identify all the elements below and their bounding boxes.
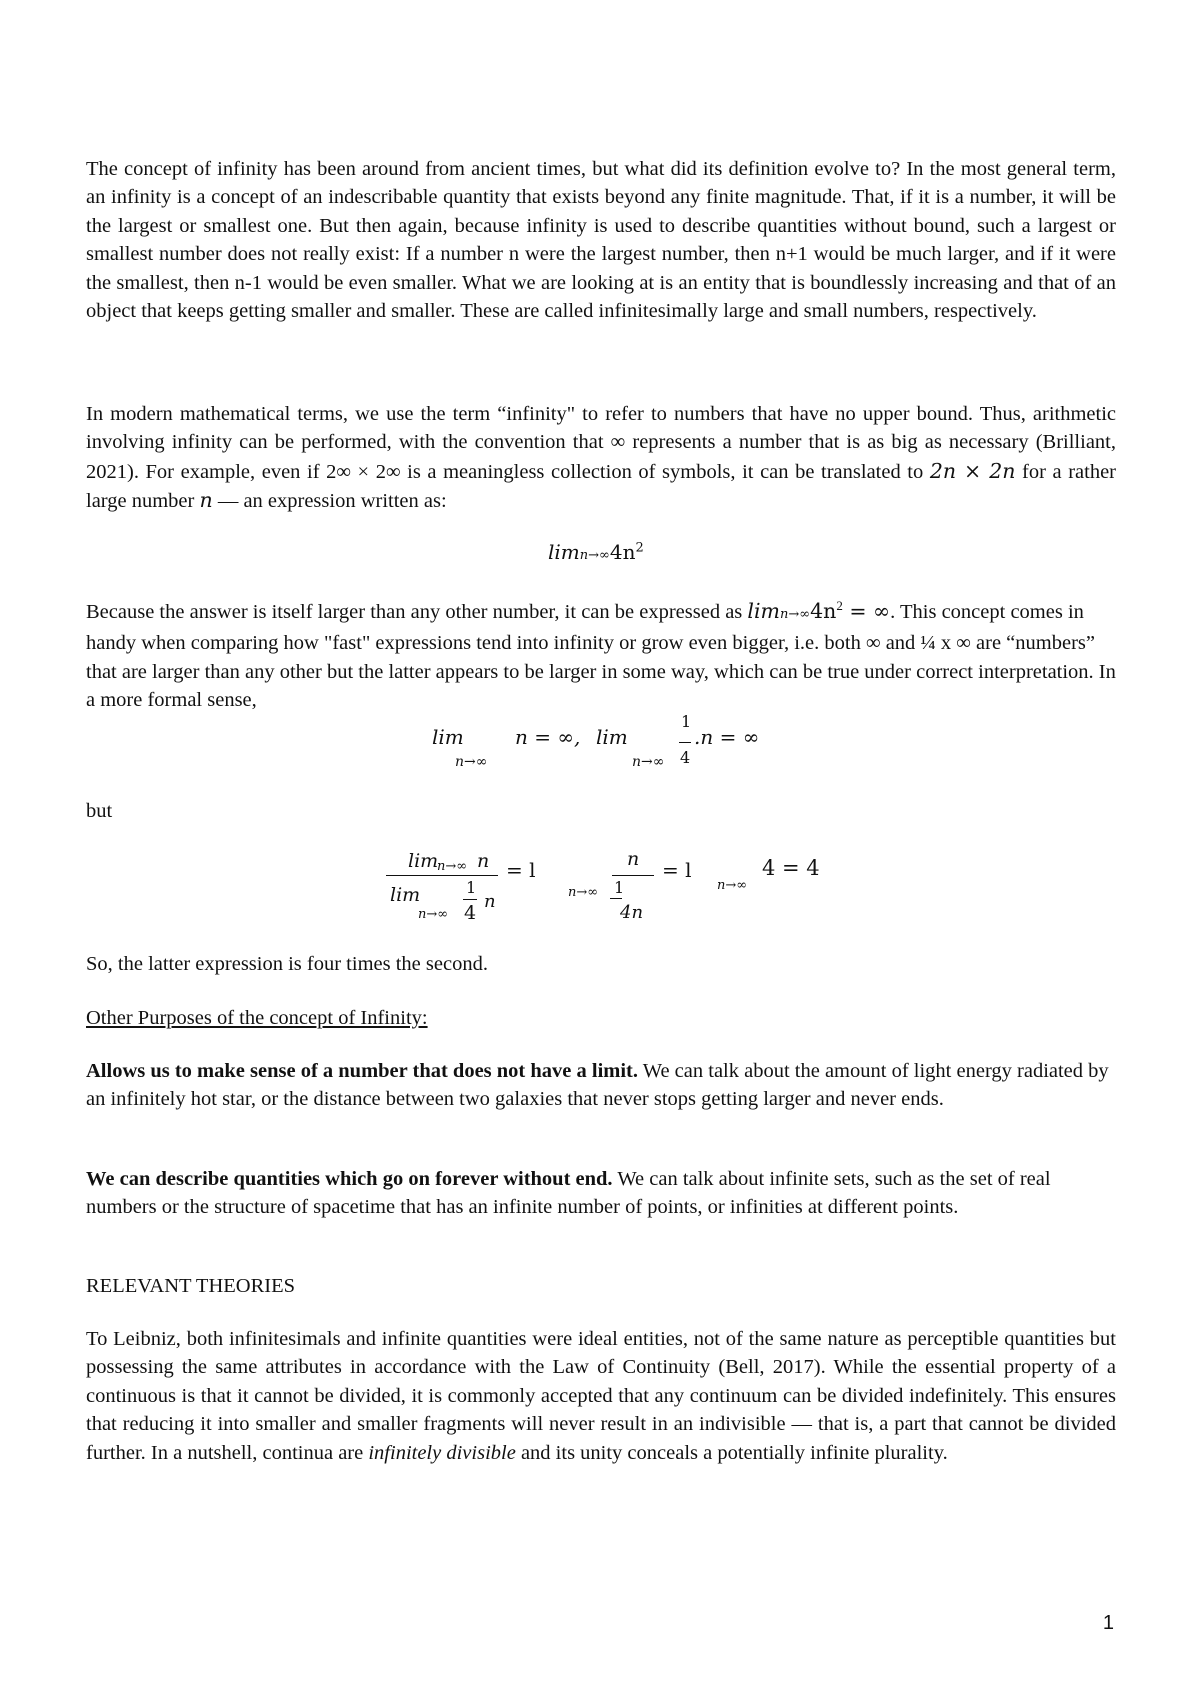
eq3-num-lim: lim (408, 850, 439, 872)
eq3-last-sub: n→∞ (717, 878, 748, 893)
para3-text-a: Because the answer is itself larger than any other number, it can be expressed as (86, 600, 748, 623)
para3-sup: 2 (836, 598, 843, 613)
page-number: 1 (1102, 1612, 1114, 1634)
para3-equals-infinity: = ∞ (842, 598, 891, 623)
leibniz-text-b: and its unity conceals a potentially infinite plurality. (515, 1441, 948, 1464)
para3-lim-sub: n→∞ (779, 606, 811, 622)
section-heading-theories: RELEVANT THEORIES (86, 1275, 295, 1297)
eq3-den-sub: n→∞ (418, 907, 449, 922)
leibniz-italic-term: infinitely divisible (368, 1441, 516, 1464)
para2-text-b: for a rather large number (86, 460, 1117, 513)
eq3-mid-den: 4n (620, 902, 644, 923)
eq3-den-lim: lim (390, 884, 421, 906)
eq3-num-body: n (477, 850, 490, 872)
eq3-equals-a: = l (506, 858, 536, 882)
purpose-limit-text: We can talk about the amount of light energy radiated by an infinitely hot star, or the distance between two galaxies that never stops getting larger and never ends. (86, 1060, 1109, 1111)
conclusion-sentence: So, the latter expression is four times the second. (86, 953, 488, 975)
purpose-paragraph-forever (86, 1165, 1116, 1222)
eq2-fraction-bar (679, 742, 691, 743)
eq1-sub: n→∞ (579, 548, 610, 563)
but-label: but (86, 800, 113, 822)
para2-math-n: n (199, 488, 213, 513)
modern-terms-paragraph (86, 400, 1116, 516)
eq1-body: 4n (609, 540, 636, 564)
para2-math-expression: 2n × 2n (929, 458, 1016, 483)
eq2-body2: .n = ∞ (694, 725, 760, 749)
eq2-body1: n = ∞, (515, 725, 581, 749)
para2-text-c: — an expression written as: (212, 490, 447, 513)
purpose-paragraph-limit (86, 1057, 1116, 1114)
eq3-den-frac-den: 4 (464, 902, 477, 924)
comparison-paragraph (86, 592, 1116, 714)
eq3-last-body: 4 = 4 (762, 856, 820, 880)
eq3-mid-fraction-bar (612, 875, 654, 876)
eq3-mid-den-fraction-bar (610, 898, 622, 899)
leibniz-paragraph (86, 1325, 1116, 1467)
eq1-sup: 2 (635, 540, 644, 556)
eq2-frac-den: 4 (680, 748, 691, 767)
eq3-den-fraction-bar (463, 899, 477, 900)
equation-limit-4n2 (548, 540, 644, 565)
para2-text-a: In modern mathematical terms, we use the term “infinity" to refer to numbers that have no upper bound. Thus, arithmetic involving infinity can be performed, with the convention that ∞ represents a number that is as big as necessary (Brilliant, 2021). For example, even if 2∞ × 2∞ is a meaningless collection of symbols, it can be translated to (86, 403, 1116, 483)
eq2-lim1: lim (432, 725, 464, 749)
para3-text-b: . This concept comes in handy when comparing how "fast" expressions tend into infinity or grow even bigger, i.e. both ∞ and ¼ x ∞ are “numbers” that are larger than any other but the latter appears to be larger in some way, which can be true under correct interpretation. In a more formal sense, (86, 600, 1116, 712)
eq2-frac-num: 1 (681, 712, 692, 731)
para3-body: 4n (810, 598, 837, 623)
purpose-forever-text: We can talk about infinite sets, such as the set of real numbers or the structure of spacetime that has an infinite number of points, or infinities at different points. (86, 1168, 1051, 1219)
eq2-lim2: lim (596, 725, 628, 749)
para3-lim: lim (747, 598, 780, 623)
section-heading-purposes: Other Purposes of the concept of Infinity: (86, 1007, 428, 1029)
eq1-lim: lim (548, 540, 580, 564)
eq3-mid-num: n (627, 848, 640, 870)
leibniz-text-a: To Leibniz, both infinitesimals and infinite quantities were ideal entities, not of the same nature as perceptible quantities but possessing the same attributes in accordance with the Law of Continuity (Bell, 2017). While the essential property of a continuous is that it cannot be divided, it is commonly accepted that any continuum can be divided indefinitely. This ensures that reducing it into smaller and smaller fragments will never result in an indivisible — that is, a part that cannot be divided further. In a nutshell, continua are (86, 1328, 1116, 1464)
eq3-main-fraction-bar (386, 875, 498, 876)
eq3-mid-den-num: 1 (614, 878, 625, 897)
eq3-mid-sub: n→∞ (568, 885, 599, 900)
intro-paragraph: The concept of infinity has been around from ancient times, but what did its definition evolve to? In the most general term, an infinity is a concept of an indescribable quantity that exists beyond any finite magnitude. That, if it is a number, it will be the largest or smallest one. But then again, because infinity is used to describe quantities without bound, such a largest or smallest number does not really exist: If a number n were the largest number, then n+1 would be much larger, and if it were the smallest, then n-1 would be even smaller. What we are looking at is an entity that is boundlessly increasing and that of an object that keeps getting smaller and smaller. These are called infinitesimally large and small numbers, respectively. (86, 158, 1116, 323)
eq3-equals-b: = l (662, 858, 692, 882)
eq2-sub2: n→∞ (632, 754, 665, 770)
purpose-limit-lead: Allows us to make sense of a number that does not have a limit. (86, 1060, 638, 1082)
eq3-num-sub: n→∞ (437, 859, 468, 874)
purpose-forever-lead: We can describe quantities which go on forever without end. (86, 1168, 613, 1190)
eq3-den-body: n (484, 891, 496, 912)
eq2-sub1: n→∞ (455, 754, 488, 770)
eq3-den-frac-num: 1 (466, 878, 477, 897)
